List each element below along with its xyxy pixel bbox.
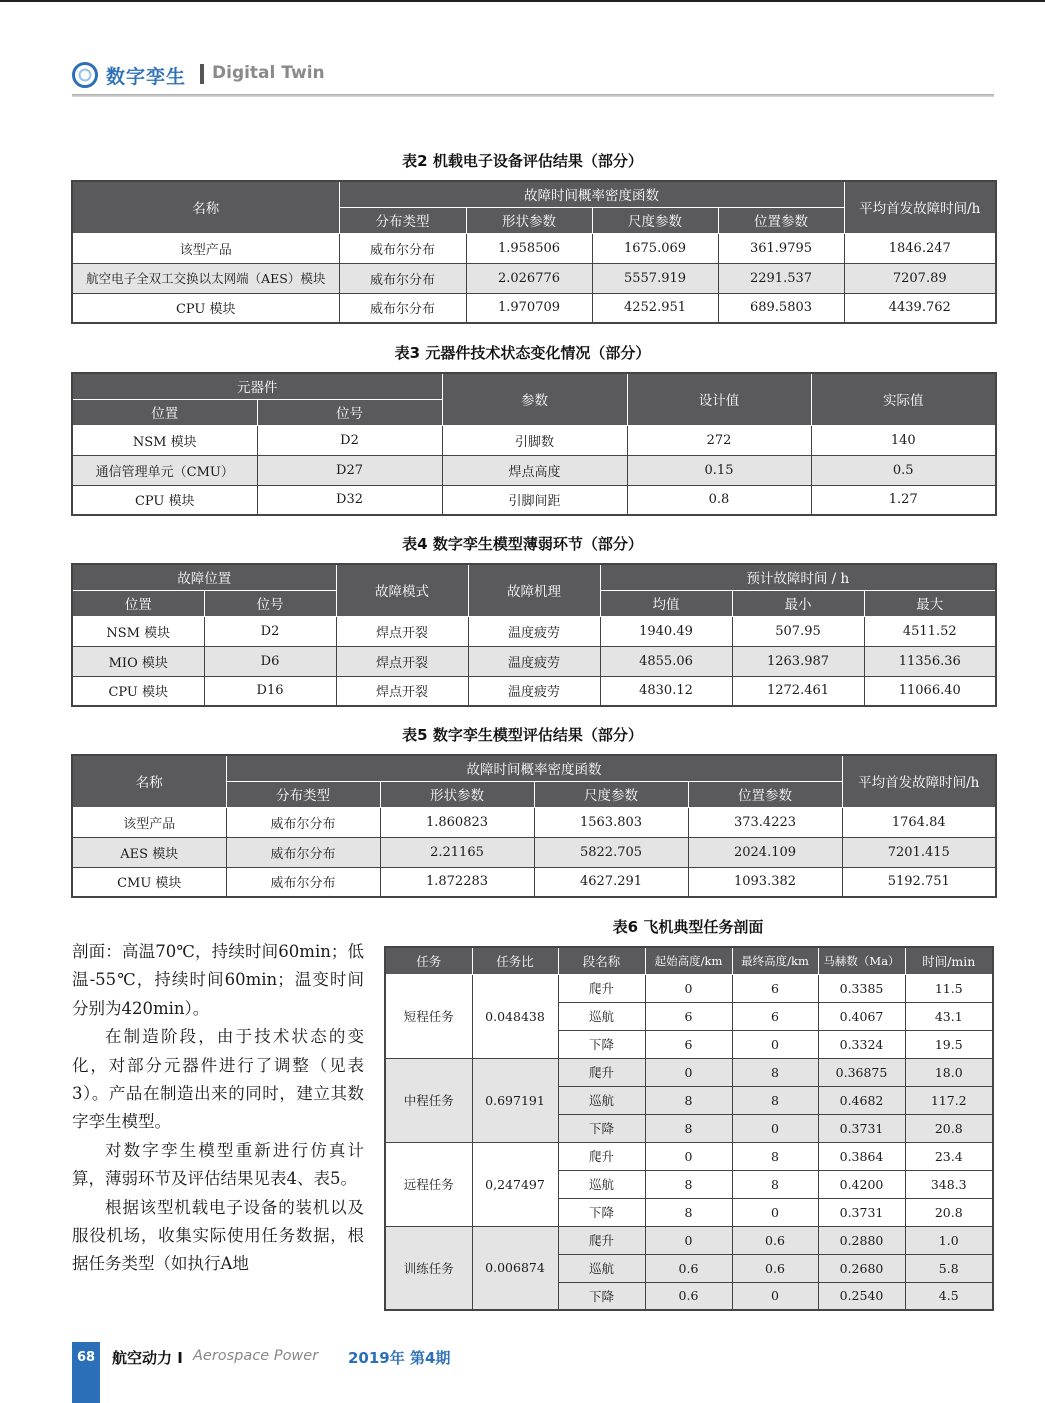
table-cell: 8 xyxy=(645,1114,732,1142)
table2-header-sub: 尺度参数 xyxy=(592,207,718,233)
table6-header: 马赫数（Ma） xyxy=(818,947,905,974)
table4-header-mech: 故障机理 xyxy=(468,564,600,616)
table-cell: 4830.12 xyxy=(600,676,732,706)
table-cell: 11066.40 xyxy=(864,676,996,706)
footer-issue: 2019年 第4期 xyxy=(348,1349,451,1367)
table-cell: 下降 xyxy=(558,1282,645,1310)
table-cell: 0.3385 xyxy=(818,974,905,1002)
table-cell: 焊点开裂 xyxy=(336,646,468,676)
table-cell: 焊点高度 xyxy=(442,455,627,485)
table2-header-group: 故障时间概率密度函数 xyxy=(339,181,844,207)
table-cell: 7207.89 xyxy=(844,263,996,293)
table-cell: 0.6 xyxy=(732,1226,818,1254)
table-cell: 2.026776 xyxy=(466,263,592,293)
table6-caption: 表6 飞机典型任务剖面 xyxy=(612,918,764,936)
table5-header-sub: 形状参数 xyxy=(380,781,534,807)
table-cell: D16 xyxy=(204,676,336,706)
table-row xyxy=(72,837,996,867)
table5 xyxy=(71,754,997,898)
body-paragraph: 根据该型机载电子设备的装机以及服役机场，收集实际使用任务数据，根据任务类型（如执行A地 xyxy=(72,1197,364,1274)
table-cell: 2291.537 xyxy=(718,263,844,293)
table2-header-sub: 分布类型 xyxy=(339,207,466,233)
table-cell: 4439.762 xyxy=(844,293,996,323)
footer-journal-cn: 航空动力 I xyxy=(112,1349,183,1367)
table4-header-group1: 故障位置 xyxy=(72,564,336,590)
table-cell: 1764.84 xyxy=(842,807,996,837)
mission-name-cell: 训练任务 xyxy=(385,1226,472,1310)
table-cell: 0.3731 xyxy=(818,1114,905,1142)
table-cell: 引脚数 xyxy=(442,425,627,455)
table-cell: CPU 模块 xyxy=(72,676,204,706)
table-row xyxy=(72,867,996,897)
mission-ratio-cell: 0.697191 xyxy=(472,1058,558,1142)
table-cell: 0.36875 xyxy=(818,1058,905,1086)
table5-header-sub: 分布类型 xyxy=(226,781,380,807)
table4-header-sub: 位号 xyxy=(204,590,336,616)
table-cell: D6 xyxy=(204,646,336,676)
section-title-en: Digital Twin xyxy=(212,63,325,83)
table2-header-name: 名称 xyxy=(72,181,339,233)
table5-header-sub: 尺度参数 xyxy=(534,781,688,807)
table-cell: 507.95 xyxy=(732,616,864,646)
table-row xyxy=(72,616,996,646)
footer-journal-en: Aerospace Power xyxy=(193,1348,319,1364)
table-row xyxy=(72,807,996,837)
table-cell: 焊点开裂 xyxy=(336,616,468,646)
table-cell: 1263.987 xyxy=(732,646,864,676)
table-cell: 1940.49 xyxy=(600,616,732,646)
table-cell: 0.2540 xyxy=(818,1282,905,1310)
table-cell: 0.2880 xyxy=(818,1226,905,1254)
table-cell: NSM 模块 xyxy=(72,616,204,646)
table-cell: 8 xyxy=(732,1086,818,1114)
table3-caption: 表3 元器件技术状态变化情况（部分） xyxy=(394,344,651,362)
table-cell: 威布尔分布 xyxy=(339,233,466,263)
table-cell: 0 xyxy=(732,1114,818,1142)
table-cell: 爬升 xyxy=(558,1142,645,1170)
table-cell: 20.8 xyxy=(905,1198,993,1226)
table-cell: 0.3731 xyxy=(818,1198,905,1226)
table6-header: 任务 xyxy=(385,947,472,974)
table2-header-sub: 形状参数 xyxy=(466,207,592,233)
table4-header-sub: 均值 xyxy=(600,590,732,616)
table-cell: 2.21165 xyxy=(380,837,534,867)
table-cell: 8 xyxy=(645,1086,732,1114)
table-cell: 8 xyxy=(732,1170,818,1198)
table4-header-sub: 位置 xyxy=(72,590,204,616)
table-cell: 0 xyxy=(732,1282,818,1310)
table-cell: 0 xyxy=(645,974,732,1002)
table2-header-mttf: 平均首发故障时间/h xyxy=(844,181,996,233)
table-cell: 0.6 xyxy=(645,1282,732,1310)
table-cell: 5822.705 xyxy=(534,837,688,867)
table-cell: 威布尔分布 xyxy=(226,867,380,897)
table5-header-mttf: 平均首发故障时间/h xyxy=(842,755,996,807)
table-cell: 焊点开裂 xyxy=(336,676,468,706)
table-row xyxy=(385,1226,993,1254)
table-cell: 1675.069 xyxy=(592,233,718,263)
page-header xyxy=(72,60,994,100)
table-row xyxy=(72,485,996,515)
table3-header-design: 设计值 xyxy=(627,373,811,425)
table-cell: 威布尔分布 xyxy=(339,263,466,293)
table-cell: 0 xyxy=(645,1226,732,1254)
table-cell: 0 xyxy=(732,1030,818,1058)
table2 xyxy=(71,180,997,324)
table-cell: 1.0 xyxy=(905,1226,993,1254)
table-cell: 巡航 xyxy=(558,1170,645,1198)
table6-header: 任务比 xyxy=(472,947,558,974)
table-cell: 8 xyxy=(645,1170,732,1198)
table-cell: 航空电子全双工交换以太网端（AES）模块 xyxy=(72,263,339,293)
table4 xyxy=(71,563,997,707)
table-cell: MIO 模块 xyxy=(72,646,204,676)
table3-header-sub: 位置 xyxy=(72,399,257,425)
journal-logo-icon xyxy=(72,62,98,88)
body-text-column xyxy=(72,938,364,1279)
table-cell: D2 xyxy=(204,616,336,646)
header-rule xyxy=(72,94,994,97)
table-row xyxy=(72,646,996,676)
table-cell: 272 xyxy=(627,425,811,455)
table2-header-sub: 位置参数 xyxy=(718,207,844,233)
table5-header-sub: 位置参数 xyxy=(688,781,842,807)
table-cell: 通信管理单元（CMU） xyxy=(72,455,257,485)
table-cell: 0.4200 xyxy=(818,1170,905,1198)
table3-header-group: 元器件 xyxy=(72,373,442,399)
table-cell: 4.5 xyxy=(905,1282,993,1310)
table-cell: 8 xyxy=(732,1142,818,1170)
table-cell: 爬升 xyxy=(558,1058,645,1086)
table-row xyxy=(72,455,996,485)
section-title-cn: 数字孪生 xyxy=(106,66,187,88)
table-cell: 140 xyxy=(811,425,996,455)
table-cell: 温度疲劳 xyxy=(468,616,600,646)
table-row xyxy=(385,974,993,1002)
table-cell: AES 模块 xyxy=(72,837,226,867)
table-cell: NSM 模块 xyxy=(72,425,257,455)
table-cell: 0 xyxy=(645,1058,732,1086)
table-cell: 2024.109 xyxy=(688,837,842,867)
table6-body xyxy=(385,974,993,1310)
table-cell: 威布尔分布 xyxy=(339,293,466,323)
table-cell: 6 xyxy=(732,1002,818,1030)
table6-header: 段名称 xyxy=(558,947,645,974)
table5-caption: 表5 数字孪生模型评估结果（部分） xyxy=(402,726,643,744)
table-cell: 1846.247 xyxy=(844,233,996,263)
mission-name-cell: 远程任务 xyxy=(385,1142,472,1226)
page-number: 68 xyxy=(76,1350,96,1365)
table-row xyxy=(72,233,996,263)
table-cell: 0.5 xyxy=(811,455,996,485)
table-cell: 下降 xyxy=(558,1030,645,1058)
table4-caption: 表4 数字孪生模型薄弱环节（部分） xyxy=(402,535,643,553)
table-cell: 0.4682 xyxy=(818,1086,905,1114)
table-cell: 0.15 xyxy=(627,455,811,485)
table-cell: 引脚间距 xyxy=(442,485,627,515)
table-row xyxy=(72,425,996,455)
table-cell: 0 xyxy=(732,1198,818,1226)
table-cell: 1.872283 xyxy=(380,867,534,897)
table-cell: 117.2 xyxy=(905,1086,993,1114)
table6-header: 起始高度/km xyxy=(645,947,732,974)
table-cell: 4855.06 xyxy=(600,646,732,676)
mission-name-cell: 中程任务 xyxy=(385,1058,472,1142)
table-cell: 19.5 xyxy=(905,1030,993,1058)
body-paragraph: 对数字孪生模型重新进行仿真计算，薄弱环节及评估结果见表4、表5。 xyxy=(72,1140,364,1189)
table-cell: 巡航 xyxy=(558,1086,645,1114)
table3-header-param: 参数 xyxy=(442,373,627,425)
table-cell: 43.1 xyxy=(905,1002,993,1030)
table-row xyxy=(72,676,996,706)
table4-header-group2: 预计故障时间 / h xyxy=(600,564,996,590)
table-row xyxy=(72,293,996,323)
table-cell: 1.27 xyxy=(811,485,996,515)
table-cell: CPU 模块 xyxy=(72,485,257,515)
table-cell: 361.9795 xyxy=(718,233,844,263)
table-cell: 1.958506 xyxy=(466,233,592,263)
table-cell: 4627.291 xyxy=(534,867,688,897)
table3 xyxy=(71,372,997,516)
table-cell: 4252.951 xyxy=(592,293,718,323)
table-cell: CMU 模块 xyxy=(72,867,226,897)
table-cell: 5.8 xyxy=(905,1254,993,1282)
table2-caption: 表2 机载电子设备评估结果（部分） xyxy=(402,152,643,170)
body-paragraph: 在制造阶段，由于技术状态的变化，对部分元器件进行了调整（见表3）。产品在制造出来的同时，建立其数字孪生模型。 xyxy=(72,1027,364,1132)
table-cell: 0 xyxy=(645,1142,732,1170)
table5-header-group: 故障时间概率密度函数 xyxy=(226,755,842,781)
table-cell: 温度疲劳 xyxy=(468,676,600,706)
table-cell: 1272.461 xyxy=(732,676,864,706)
table-cell: D27 xyxy=(257,455,442,485)
table-cell: 8 xyxy=(645,1198,732,1226)
table-cell: 689.5803 xyxy=(718,293,844,323)
table-cell: 威布尔分布 xyxy=(226,807,380,837)
table-cell: 6 xyxy=(645,1030,732,1058)
table-cell: 温度疲劳 xyxy=(468,646,600,676)
table4-header-mode: 故障模式 xyxy=(336,564,468,616)
table-cell: 0.8 xyxy=(627,485,811,515)
table-cell: 0.2680 xyxy=(818,1254,905,1282)
table-cell: 巡航 xyxy=(558,1002,645,1030)
table-row xyxy=(72,263,996,293)
table-cell: 爬升 xyxy=(558,1226,645,1254)
table5-header-name: 名称 xyxy=(72,755,226,807)
table-cell: D2 xyxy=(257,425,442,455)
table3-header-actual: 实际值 xyxy=(811,373,996,425)
table-row xyxy=(385,1058,993,1086)
table-cell: 348.3 xyxy=(905,1170,993,1198)
table-cell: 该型产品 xyxy=(72,807,226,837)
table-cell: 1093.382 xyxy=(688,867,842,897)
table-cell: 0.4067 xyxy=(818,1002,905,1030)
table-cell: 18.0 xyxy=(905,1058,993,1086)
table-cell: 5192.751 xyxy=(842,867,996,897)
table6 xyxy=(384,946,994,1311)
table-cell: 8 xyxy=(732,1058,818,1086)
mission-ratio-cell: 0,247497 xyxy=(472,1142,558,1226)
table-cell: 0.6 xyxy=(732,1254,818,1282)
table-cell: 7201.415 xyxy=(842,837,996,867)
mission-name-cell: 短程任务 xyxy=(385,974,472,1058)
table-cell: 1.970709 xyxy=(466,293,592,323)
table-cell: 该型产品 xyxy=(72,233,339,263)
table-cell: 11356.36 xyxy=(864,646,996,676)
mission-ratio-cell: 0.048438 xyxy=(472,974,558,1058)
table-row xyxy=(385,1142,993,1170)
table4-header-sub: 最大 xyxy=(864,590,996,616)
table-cell: 11.5 xyxy=(905,974,993,1002)
table-cell: 373.4223 xyxy=(688,807,842,837)
table6-header: 时间/min xyxy=(905,947,993,974)
table-cell: 下降 xyxy=(558,1198,645,1226)
table-cell: D32 xyxy=(257,485,442,515)
table-cell: 巡航 xyxy=(558,1254,645,1282)
table-cell: 6 xyxy=(732,974,818,1002)
table-cell: 0.3864 xyxy=(818,1142,905,1170)
table4-header-sub: 最小 xyxy=(732,590,864,616)
table-cell: 6 xyxy=(645,1002,732,1030)
table-cell: 爬升 xyxy=(558,974,645,1002)
table3-header-sub: 位号 xyxy=(257,399,442,425)
mission-ratio-cell: 0.006874 xyxy=(472,1226,558,1310)
table-cell: 1.860823 xyxy=(380,807,534,837)
table-cell: 0.6 xyxy=(645,1254,732,1282)
table6-header: 最终高度/km xyxy=(732,947,818,974)
top-border-line xyxy=(0,0,1045,2)
table-cell: 下降 xyxy=(558,1114,645,1142)
table-cell: 5557.919 xyxy=(592,263,718,293)
body-paragraph: 剖面：高温70℃，持续时间60min；低温-55℃，持续时间60min；温变时间分别为420min）。 xyxy=(72,942,364,1018)
table-cell: 威布尔分布 xyxy=(226,837,380,867)
table-cell: 23.4 xyxy=(905,1142,993,1170)
table-cell: 20.8 xyxy=(905,1114,993,1142)
table-cell: 1563.803 xyxy=(534,807,688,837)
table-cell: 0.3324 xyxy=(818,1030,905,1058)
header-separator xyxy=(200,64,204,84)
table-cell: 4511.52 xyxy=(864,616,996,646)
table-cell: CPU 模块 xyxy=(72,293,339,323)
